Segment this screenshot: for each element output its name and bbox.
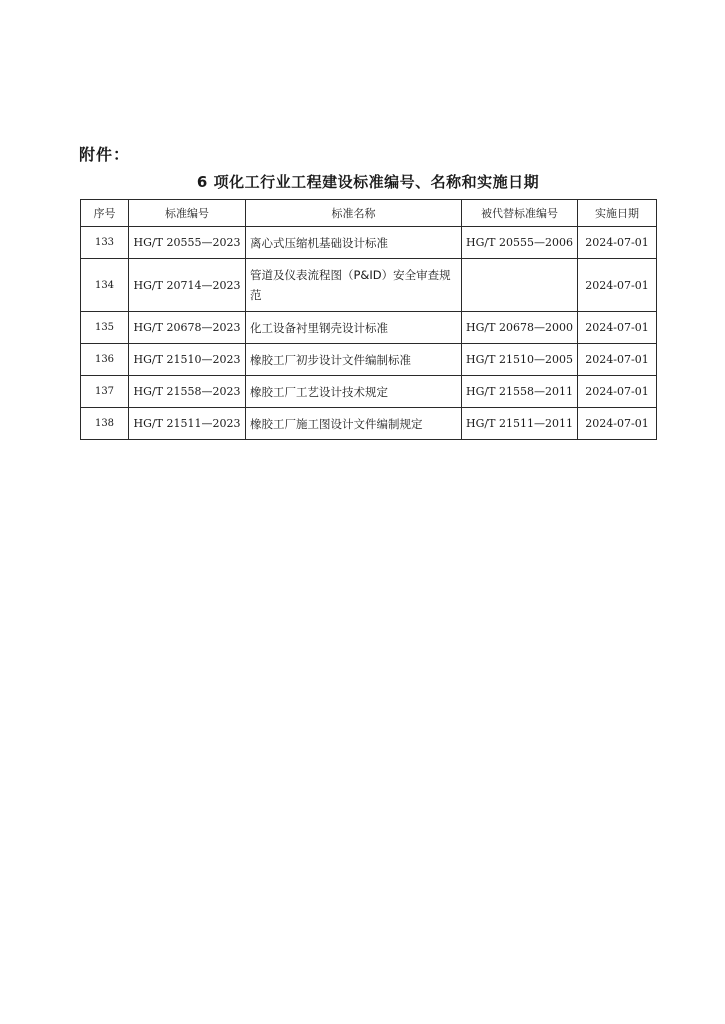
table-row	[81, 227, 657, 259]
cell-standard-name: 橡胶工厂初步设计文件编制标准	[246, 344, 462, 376]
cell-effective-date: 2024-07-01	[578, 259, 657, 312]
cell-standard-code: HG/T 20714—2023	[129, 259, 246, 312]
document-title: 6 项化工行业工程建设标准编号、名称和实施日期	[196, 173, 540, 191]
cell-replaced-code: HG/T 20555—2006	[462, 227, 578, 259]
header-seq: 序号	[81, 200, 129, 227]
cell-seq: 134	[81, 259, 129, 312]
cell-replaced-code: HG/T 20678—2000	[462, 312, 578, 344]
table-row	[81, 408, 657, 440]
cell-standard-code: HG/T 21558—2023	[129, 376, 246, 408]
cell-standard-code: HG/T 21510—2023	[129, 344, 246, 376]
cell-replaced-code: HG/T 21510—2005	[462, 344, 578, 376]
header-replaced-code: 被代替标准编号	[462, 200, 578, 227]
table-header-row	[81, 200, 657, 227]
cell-seq: 138	[81, 408, 129, 440]
table-row	[81, 344, 657, 376]
header-effective-date: 实施日期	[578, 200, 657, 227]
table-row	[81, 259, 657, 312]
cell-seq: 135	[81, 312, 129, 344]
cell-standard-name: 离心式压缩机基础设计标准	[246, 227, 462, 259]
attachment-label: 附件：	[79, 145, 131, 164]
cell-standard-code: HG/T 20555—2023	[129, 227, 246, 259]
cell-seq: 133	[81, 227, 129, 259]
cell-standard-code: HG/T 21511—2023	[129, 408, 246, 440]
cell-standard-name: 管道及仪表流程图（P&ID）安全审查规范	[246, 259, 462, 312]
cell-effective-date: 2024-07-01	[578, 312, 657, 344]
cell-seq: 136	[81, 344, 129, 376]
cell-effective-date: 2024-07-01	[578, 227, 657, 259]
header-standard-name: 标准名称	[246, 200, 462, 227]
standards-table	[80, 199, 657, 440]
cell-standard-name: 化工设备衬里钢壳设计标准	[246, 312, 462, 344]
cell-standard-name: 橡胶工厂施工图设计文件编制规定	[246, 408, 462, 440]
cell-effective-date: 2024-07-01	[578, 344, 657, 376]
cell-replaced-code: HG/T 21558—2011	[462, 376, 578, 408]
cell-standard-code: HG/T 20678—2023	[129, 312, 246, 344]
cell-seq: 137	[81, 376, 129, 408]
cell-standard-name: 橡胶工厂工艺设计技术规定	[246, 376, 462, 408]
table-row	[81, 376, 657, 408]
cell-replaced-code: HG/T 21511—2011	[462, 408, 578, 440]
header-standard-code: 标准编号	[129, 200, 246, 227]
cell-effective-date: 2024-07-01	[578, 376, 657, 408]
cell-replaced-code	[462, 259, 578, 312]
cell-effective-date: 2024-07-01	[578, 408, 657, 440]
table-row	[81, 312, 657, 344]
